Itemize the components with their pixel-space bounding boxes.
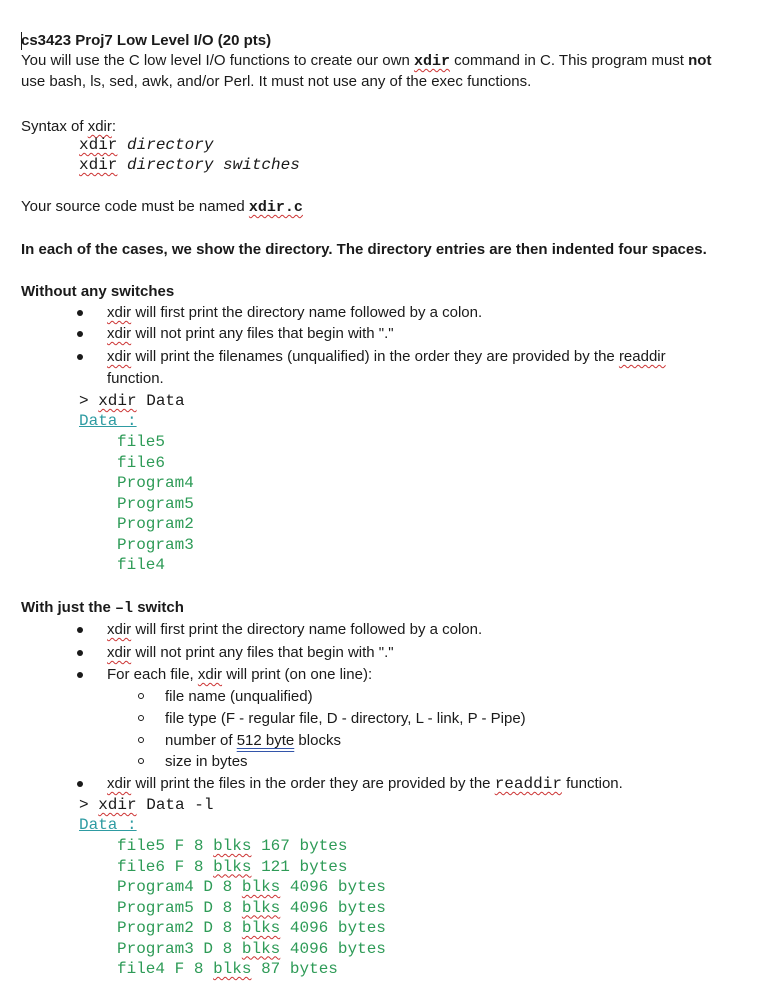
output-blks-unit: blks — [241, 919, 281, 937]
output-file-size: 4096 bytes — [289, 878, 386, 896]
sub-list-item: number of 512 byte blocks — [165, 731, 341, 751]
page-title: cs3423 Proj7 Low Level I/O (20 pts) — [21, 32, 272, 49]
circle-bullet-icon — [138, 693, 144, 699]
output-block-count: 8 — [222, 898, 233, 917]
output-blks-unit: blks — [213, 837, 252, 855]
bullet-icon — [77, 627, 83, 633]
sub-list-item: file name (unqualified) — [165, 687, 313, 707]
output-block-count: 8 — [222, 939, 233, 958]
output-file-name: Program5 — [117, 898, 194, 917]
output-file-type: F — [174, 960, 185, 978]
output-file-type: D — [203, 919, 214, 937]
output-file-entry: Program4 — [117, 474, 194, 492]
source-name-line: Your source code must be named xdir.c — [21, 198, 303, 216]
output-file-entry: file5 — [117, 433, 166, 451]
output-file-name: Program3 — [117, 939, 194, 958]
output-long-entry — [117, 857, 348, 878]
output-file-size: 87 bytes — [261, 960, 338, 978]
output-blks-unit: blks — [241, 939, 281, 958]
intro-line-1: You will use the C low level I/O functions to create our own xdir command in C. This program must not — [21, 52, 712, 70]
indent-note: In each of the cases, we show the directory. The directory entries are then indented four spaces. — [21, 241, 707, 258]
output-file-size: 167 bytes — [261, 837, 348, 855]
sub-list-item: size in bytes — [165, 752, 248, 772]
output-blks-unit: blks — [213, 857, 252, 876]
syntax-line-2: xdir directory switches — [79, 156, 300, 174]
output-file-name: file4 — [117, 960, 166, 978]
syntax-label: Syntax of xdir: — [21, 118, 117, 135]
circle-bullet-icon — [138, 758, 144, 764]
bullet-icon — [77, 331, 83, 337]
output-block-count: 8 — [222, 878, 233, 896]
output-file-name: file5 — [117, 837, 166, 855]
output-block-count: 8 — [222, 919, 233, 937]
output-long-entry — [117, 877, 386, 898]
output-blks-unit: blks — [213, 960, 252, 978]
output-file-entry: Program3 — [117, 535, 194, 554]
output-file-type: D — [203, 878, 214, 896]
output-file-type: F — [174, 837, 185, 855]
syntax-line-1: xdir directory — [79, 136, 214, 154]
circle-bullet-icon — [138, 715, 144, 721]
list-item: xdir will first print the directory name followed by a colon. — [107, 303, 482, 323]
output-block-count: 8 — [193, 857, 204, 876]
output-file-type: D — [203, 939, 214, 958]
list-item: xdir will first print the directory name followed by a colon. — [107, 620, 482, 640]
list-item: xdir will print the files in the order they are provided by the readdir function. — [107, 774, 623, 794]
list-item-continuation: function. — [107, 370, 164, 387]
list-item: xdir will print the filenames (unqualified) in the order they are provided by the readdir — [107, 347, 666, 367]
output-file-size: 4096 bytes — [289, 919, 386, 937]
sub-list-item: file type (F - regular file, D - directory, L - link, P - Pipe) — [165, 709, 526, 729]
output-file-entry: Program2 — [117, 515, 194, 533]
output-file-size: 4096 bytes — [289, 898, 386, 917]
intro-line-2: use bash, ls, sed, awk, and/or Perl. It must not use any of the exec functions. — [21, 73, 532, 90]
section-heading-l-switch: With just the –l switch — [21, 599, 184, 617]
section-heading-no-switches: Without any switches — [21, 283, 175, 300]
list-item: xdir will not print any files that begin with "." — [107, 324, 394, 344]
list-item: For each file, xdir will print (on one line): — [107, 665, 372, 685]
bullet-icon — [77, 310, 83, 316]
output-file-name: file6 — [117, 857, 166, 876]
xdir-inline-code: xdir — [413, 53, 450, 70]
output-file-size: 121 bytes — [261, 857, 348, 876]
output-block-count: 8 — [193, 960, 204, 978]
output-blks-unit: blks — [241, 878, 281, 896]
output-file-type: D — [203, 898, 214, 917]
bullet-icon — [77, 672, 83, 678]
output-file-entry: Program5 — [117, 494, 194, 513]
output-file-size: 4096 bytes — [289, 939, 386, 958]
circle-bullet-icon — [138, 737, 144, 743]
output-long-entry — [117, 918, 386, 939]
bullet-icon — [77, 354, 83, 360]
example-dir-label-1: Data : — [79, 412, 137, 430]
output-long-entry — [117, 939, 386, 960]
output-file-entry: file6 — [117, 453, 166, 472]
example-command-2: > xdir Data -l — [79, 796, 214, 814]
output-file-name: Program4 — [117, 878, 194, 896]
bullet-icon — [77, 781, 83, 787]
output-file-name: Program2 — [117, 919, 194, 937]
output-long-entry — [117, 898, 386, 919]
output-long-entry — [117, 959, 338, 980]
output-blks-unit: blks — [241, 898, 281, 917]
example-command-1: > xdir Data — [79, 392, 185, 410]
output-file-type: F — [174, 857, 185, 876]
bullet-icon — [77, 650, 83, 656]
source-filename: xdir.c — [248, 199, 303, 216]
output-long-entry — [117, 836, 348, 857]
output-block-count: 8 — [193, 837, 204, 855]
example-dir-label-2: Data : — [79, 816, 137, 834]
list-item: xdir will not print any files that begin with "." — [107, 643, 394, 663]
output-file-entry: file4 — [117, 556, 166, 574]
